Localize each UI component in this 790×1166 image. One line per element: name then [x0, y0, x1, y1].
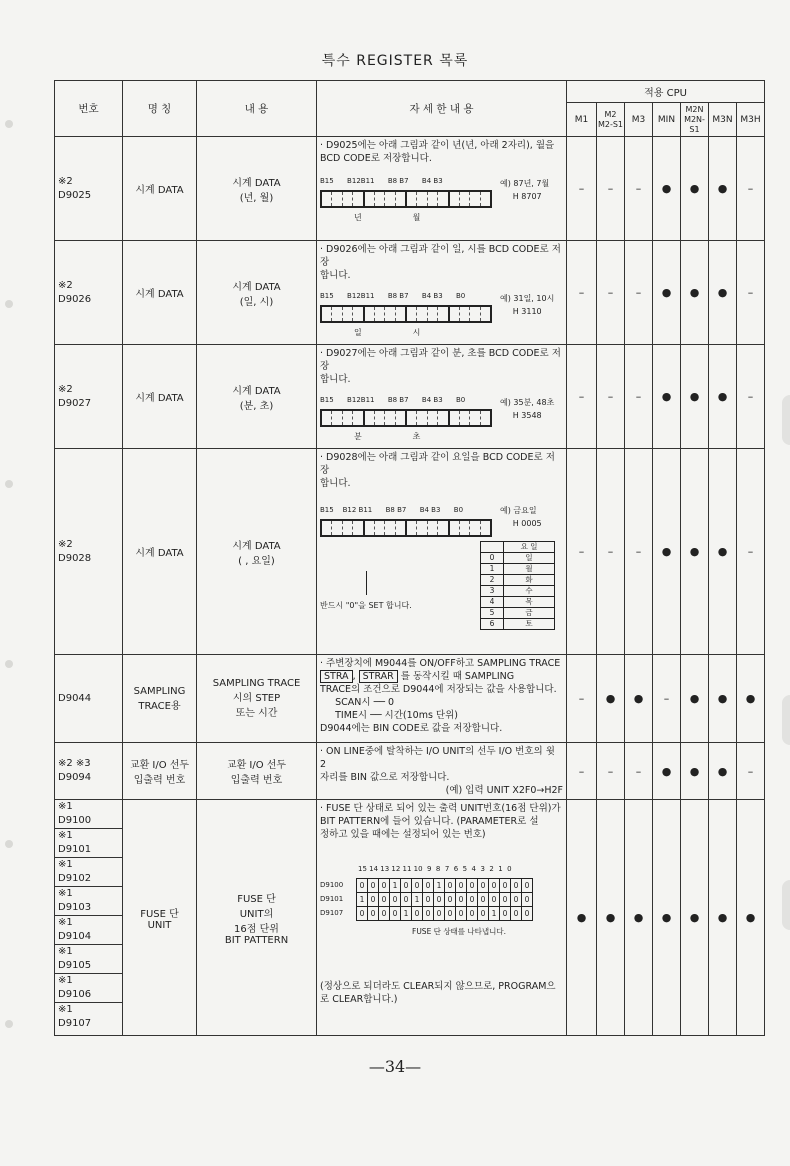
cpu-support: ● [653, 449, 681, 655]
register-content: 시계 DATA (분, 초) [197, 345, 317, 449]
cpu-support: – [625, 449, 653, 655]
cpu-support: – [597, 449, 625, 655]
register-number: ※1 [55, 973, 122, 988]
day-name: 수 [504, 586, 555, 597]
cpu-support: – [597, 743, 625, 800]
day-name: 일 [504, 553, 555, 564]
table-row [55, 241, 765, 345]
detail-text: · ON LINE중에 탈착하는 I/O UNIT의 선두 I/O 번호의 윗 2 자리를 BIN 값으로 저장합니다. [320, 746, 555, 783]
fuse-bit-grid [320, 878, 533, 921]
header-cpu: M3H [737, 103, 765, 137]
table-row [55, 655, 765, 743]
register-detail [317, 137, 567, 241]
header-cpu: MIN [653, 103, 681, 137]
cpu-support: ● [625, 800, 653, 1036]
table-row [55, 800, 765, 1036]
bit-positions: B15 B12B11 B8 B7 B4 B3 B0 [320, 396, 466, 404]
cpu-support: – [567, 241, 597, 345]
example-text: 예) 31일, 10시 H 3110 [500, 294, 555, 316]
cpu-support: – [737, 449, 765, 655]
cpu-support: ● [597, 800, 625, 1036]
register-number: ※1 [55, 857, 122, 872]
register-number: ※2 D9027 [55, 345, 123, 449]
day-name: 금 [504, 608, 555, 619]
cpu-support: ● [653, 743, 681, 800]
register-content: 시계 DATA (일, 시) [197, 241, 317, 345]
cpu-support: ● [681, 800, 709, 1036]
cpu-support: – [597, 345, 625, 449]
bit-positions: 15 14 13 12 11 10 9 8 7 6 5 4 3 2 1 0 [358, 865, 512, 873]
register-number: ※1 [58, 801, 73, 812]
register-detail [317, 345, 567, 449]
cpu-support: ● [709, 345, 737, 449]
register-number: D9102 [58, 873, 92, 884]
cpu-support: – [737, 743, 765, 800]
register-number: D9103 [58, 902, 92, 913]
bit-group-labels: 년 월 [354, 213, 421, 222]
cpu-support: ● [653, 800, 681, 1036]
cpu-support: – [567, 743, 597, 800]
fuse-register-numbers [55, 800, 123, 1036]
header-cpu-group: 적용 CPU [567, 81, 765, 103]
cpu-support: – [625, 345, 653, 449]
day-code: 0 [481, 553, 504, 564]
note-text: 반드시 "0"을 SET 합니다. [320, 601, 412, 610]
cpu-support: ● [737, 655, 765, 743]
register-content: 시계 DATA (년, 월) [197, 137, 317, 241]
register-number: D9100 [58, 815, 92, 826]
register-detail [317, 800, 567, 1036]
register-number: ※2 D9028 [55, 449, 123, 655]
register-content: SAMPLING TRACE 시의 STEP 또는 시간 [197, 655, 317, 743]
table-row [55, 743, 765, 800]
register-content: 시계 DATA ( , 요일) [197, 449, 317, 655]
cpu-support: ● [567, 800, 597, 1036]
cpu-support: ● [737, 800, 765, 1036]
bit-register-diagram [320, 519, 492, 537]
bit-group-labels: 일 시 [354, 328, 421, 337]
register-detail [317, 241, 567, 345]
cpu-support: ● [653, 345, 681, 449]
day-name: 월 [504, 564, 555, 575]
register-name: 시계 DATA [123, 137, 197, 241]
bit-register-diagram [320, 409, 492, 427]
cpu-support: – [567, 345, 597, 449]
register-content: 교환 I/O 선두 입출력 번호 [197, 743, 317, 800]
register-number: ※1 [55, 915, 122, 930]
detail-text: 를 동작시킬 때 SAMPLING [400, 671, 515, 682]
cpu-support: – [625, 241, 653, 345]
key-box: STRA [320, 670, 353, 683]
cpu-support: ● [709, 241, 737, 345]
example-text: (예) 입력 UNIT X2F0→H2F [445, 785, 563, 796]
bit-register-diagram [320, 190, 492, 208]
register-number: ※2 D9025 [55, 137, 123, 241]
bit-positions: B15 B12 B11 B8 B7 B4 B3 B0 [320, 506, 464, 514]
key-box: STRAR [359, 670, 398, 683]
cpu-support: ● [681, 241, 709, 345]
register-number: D9105 [58, 960, 92, 971]
register-content: FUSE 단 UNIT의 16점 단위 BIT PATTERN [197, 800, 317, 1036]
fuse-register-label: D9100 [320, 881, 344, 889]
header-detail: 자 세 한 내 용 [317, 81, 567, 137]
header-cpu: M2 M2-S1 [597, 103, 625, 137]
cpu-support: – [737, 345, 765, 449]
cpu-support: – [625, 743, 653, 800]
header-cpu: M3 [625, 103, 653, 137]
bit-positions: B15 B12B11 B8 B7 B4 B3 [320, 177, 443, 185]
fuse-register-row: D9100 0 0 0 1 0 0 0 1 0 0 0 0 0 0 0 0 [320, 879, 533, 893]
register-table [54, 80, 765, 1036]
detail-text: · D9025에는 아래 그림과 같이 년(년, 아래 2자리), 월을 BCD CODE로 저장합니다. [320, 140, 555, 164]
header-cpu: M3N [709, 103, 737, 137]
cpu-support: – [597, 241, 625, 345]
day-header: 요 일 [504, 542, 555, 553]
cpu-support: – [567, 137, 597, 241]
register-number: ※1 [55, 886, 122, 901]
bit-register-diagram [320, 305, 492, 323]
cpu-support: ● [653, 241, 681, 345]
cpu-support: – [597, 137, 625, 241]
cpu-support: ● [681, 743, 709, 800]
register-number: D9044 [55, 655, 123, 743]
detail-text: (정상으로 되더라도 CLEAR되지 않으므로, PROGRAM으 로 CLEAR합니다.) [320, 981, 556, 1005]
detail-text: · FUSE 단 상태로 되어 있는 출력 UNIT번호(16점 단위)가 BIT PATTERN에 들어 있습니다. (PARAMETER로 설 정하고 있을 때에는 설정되어 있는 번호) [320, 803, 561, 840]
detail-text: · 주변장치에 M9044를 ON/OFF하고 SAMPLING TRACE [320, 658, 561, 669]
example-text: 예) 35분, 48초 H 3548 [500, 398, 555, 420]
register-name: 교환 I/O 선두 입출력 번호 [123, 743, 197, 800]
fuse-register-label: D9101 [320, 895, 344, 903]
day-name: 토 [504, 619, 555, 630]
cpu-support: ● [681, 655, 709, 743]
cpu-support: – [737, 241, 765, 345]
header-num: 번호 [55, 81, 123, 137]
cpu-support: ● [709, 743, 737, 800]
day-code: 4 [481, 597, 504, 608]
bit-group-labels: 분 초 [354, 432, 421, 441]
day-code: 1 [481, 564, 504, 575]
cpu-support: – [737, 137, 765, 241]
register-name: 시계 DATA [123, 345, 197, 449]
register-detail: · 주변장치에 M9044를 ON/OFF하고 SAMPLING TRACE STRA , STRAR 를 동작시킬 때 SAMPLING TRACE의 조건으로 D9044에 저장되는 값을 사용합니다. SCAN시 ── 0 TIME시 ── 시간(10ms 단위) D9044에는 BIN CODE로 값을 저장합니다. [317, 655, 567, 743]
register-number: ※1 [55, 944, 122, 959]
detail-text: · D9026에는 아래 그림과 같이 일, 시를 BCD CODE로 저장 합니다. [320, 244, 561, 281]
table-row [55, 345, 765, 449]
page-title: 특수 REGISTER 목록 [321, 53, 469, 69]
day-code: 3 [481, 586, 504, 597]
detail-text: TRACE의 조건으로 D9044에 저장되는 값을 사용합니다. SCAN시 ── 0 TIME시 ── 시간(10ms 단위) D9044에는 BIN CODE로 값을 저장합니다. [320, 684, 557, 734]
fuse-register-row: D9107 0 0 0 0 1 0 0 0 0 0 0 0 1 0 0 0 [320, 907, 533, 921]
page-tab [782, 880, 790, 930]
register-detail [317, 449, 567, 655]
page-tab [782, 695, 790, 745]
register-detail [317, 743, 567, 800]
day-code: 6 [481, 619, 504, 630]
register-name: SAMPLING TRACE용 [123, 655, 197, 743]
table-row [55, 449, 765, 655]
cpu-support: ● [625, 655, 653, 743]
arrow-line [366, 571, 367, 595]
page-number: —34— [368, 1057, 422, 1076]
fuse-register-label: D9107 [320, 909, 344, 917]
cpu-support: ● [709, 449, 737, 655]
header-cpu: M1 [567, 103, 597, 137]
cpu-support: – [567, 655, 597, 743]
register-number: D9104 [58, 931, 92, 942]
cpu-support: ● [653, 137, 681, 241]
register-number: D9107 [58, 1018, 92, 1029]
register-number: D9106 [58, 989, 92, 1000]
register-name: FUSE 단 UNIT [123, 800, 197, 1036]
cpu-support: – [653, 655, 681, 743]
example-text: 예) 금요일 H 0005 [500, 506, 542, 528]
cpu-support: ● [709, 800, 737, 1036]
detail-text: · D9027에는 아래 그림과 같이 분, 초를 BCD CODE로 저장 합니다. [320, 348, 561, 385]
day-code: 2 [481, 575, 504, 586]
register-number: D9101 [58, 844, 92, 855]
cpu-support: – [567, 449, 597, 655]
cpu-support: ● [681, 449, 709, 655]
cpu-support: ● [681, 137, 709, 241]
header-cpu: M2N M2N-S1 [681, 103, 709, 137]
register-number: ※2 ※3 D9094 [55, 743, 123, 800]
cpu-support: ● [709, 655, 737, 743]
day-of-week-table [480, 541, 555, 630]
bit-positions: B15 B12B11 B8 B7 B4 B3 B0 [320, 292, 466, 300]
page-tab [782, 395, 790, 445]
day-name: 목 [504, 597, 555, 608]
header-content: 내 용 [197, 81, 317, 137]
cpu-support: ● [709, 137, 737, 241]
register-number: ※2 D9026 [55, 241, 123, 345]
detail-text: · D9028에는 아래 그림과 같이 요일을 BCD CODE로 저장 합니다. [320, 452, 555, 489]
cpu-support: – [625, 137, 653, 241]
register-number: ※1 [55, 828, 122, 843]
register-name: 시계 DATA [123, 449, 197, 655]
example-text: 예) 87년, 7월 H 8707 [500, 179, 550, 201]
fuse-caption: FUSE 단 상태를 나타냅니다. [412, 927, 507, 936]
day-code: 5 [481, 608, 504, 619]
register-name: 시계 DATA [123, 241, 197, 345]
fuse-register-row: D9101 1 0 0 0 0 1 0 0 0 0 0 0 0 0 0 0 [320, 893, 533, 907]
cpu-support: ● [597, 655, 625, 743]
table-row [55, 137, 765, 241]
cpu-support: ● [681, 345, 709, 449]
register-number: ※1 [55, 1002, 122, 1017]
day-name: 화 [504, 575, 555, 586]
header-name: 명 칭 [123, 81, 197, 137]
